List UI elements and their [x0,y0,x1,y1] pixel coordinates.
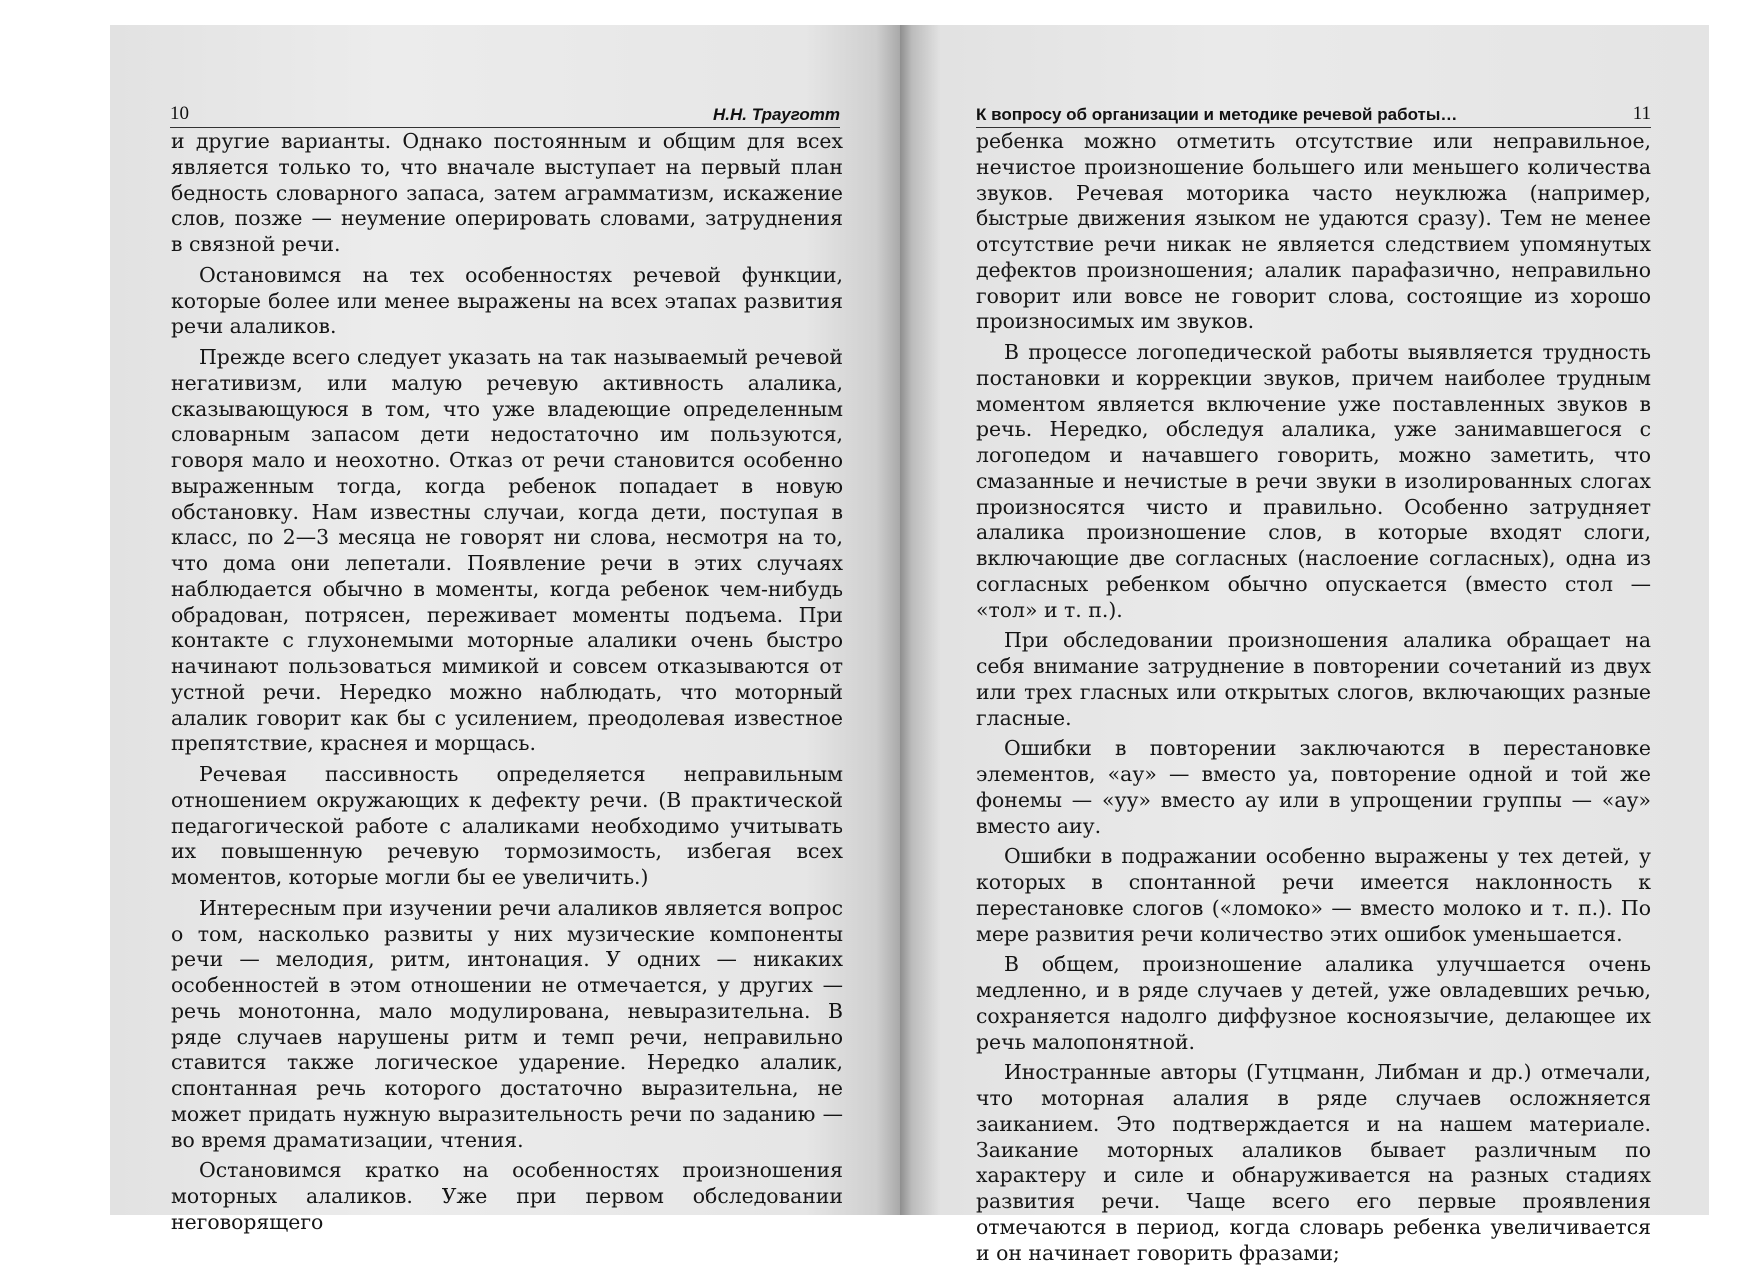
right-running-head [976,99,1651,128]
right-paragraph-6: В общем, произношение алалика улучшается очень медленно, и в ряде случаев у детей, уже овладевших речью, сохраняется надолго диффузное косноязычие, делающее их речь малопонятной. [976,952,1651,1054]
left-paragraph-1: и другие варианты. Однако постоянным и общим для всех является только то, что вначале выступает на первый план бедность словарного запаса, затем аграмматизм, искажение слов, позже — неумение оперировать словами, затруднения в связной речи. [171,129,843,256]
right-paragraph-7: Иностранные авторы (Гутцманн, Либман и др.) отмечали, что моторная алалия в ряде случаев осложняется заиканием. Это подтверждается и на нашем материале. Заикание моторных алаликов бывает различным по характеру и силе и обнаруживается на разных стадиях развития речи. Чаще всего его первые проявления отмечаются в период, когда словарь ребенка увеличивается и он начинает говорить фразами; [976,1060,1651,1265]
left-paragraph-5: Интересным при изучении речи алаликов является вопрос о том, насколько развиты у них музические компоненты речи — мелодия, ритм, интонация. У одних — никаких особенностей в этом отношении не отмечается, у других — речь монотонна, мало модулирована, невыразительна. В ряде случаев нарушены ритм и темп речи, неправильно ставится также логическое ударение. Нередко алалик, спонтанная речь которого достаточно выразительна, не может придать нужную выразительность речи по заданию — во время драматизации, чтения. [171,895,843,1152]
left-paragraph-3: Прежде всего следует указать на так называемый речевой негативизм, или малую речевую активность алалика, сказывающуюся в том, что уже владеющие определенным словарным запасом дети недостаточно им пользуются, говоря мало и неохотно. Отказ от речи становится особенно выраженным тогда, когда ребенок попадает в новую обстановку. Нам известны случаи, когда дети, поступая в класс, по 2—3 месяца не говорят ни слова, несмотря на то, что дома они лепетали. Появление речи в этих случаях наблюдается обычно в моменты, когда ребенок чем-нибудь обрадован, потрясен, переживает моменты подъема. При контакте с глухонемыми моторные алалики очень быстро начинают пользоваться мимикой и совсем отказываются от устной речи. Нередко можно наблюдать, что моторный алалик говорит как бы с усилением, преодолевая известное препятствие, краснея и морщась. [171,345,843,756]
right-paragraph-2: В процессе логопедической работы выявляется трудность постановки и коррекции звуков, причем наиболее трудным моментом является включение уже поставленных звуков в речь. Нередко, обследуя алалика, уже занимавшегося с логопедом и начавшего говорить, можно заметить, что смазанные и нечистые в речи звуки в изолированных слогах произносятся чисто и правильно. Особенно затрудняет алалика произношение слов, в которые входят слоги, включающие две согласных (наслоение согласных), одна из согласных ребенком обычно опускается (вместо стол — «тол» и т. п.). [976,340,1651,622]
left-paragraph-2: Остановимся на тех особенностях речевой функции, которые более или менее выражены на всех этапах развития речи алаликов. [171,262,843,339]
left-page-number: 10 [170,103,189,124]
right-page [900,25,1709,1265]
right-paragraph-3: При обследовании произношения алалика обращает на себя внимание затруднение в повторении сочетаний из двух или трех гласных или открытых слогов, включающих разные гласные. [976,628,1651,730]
left-running-head [170,99,840,128]
right-body-text [976,129,1651,1266]
left-page [110,25,900,1234]
book-spread [110,25,1709,1265]
right-paragraph-5: Ошибки в подражании особенно выражены у тех детей, у которых в спонтанной речи имеется наклонность к перестановке слогов («ломоко» — вместо молоко и т. п.). По мере развития речи количество этих ошибок уменьшается. [976,844,1651,946]
author-name: Н.Н. Трауготт [712,105,840,124]
right-paragraph-1: ребенка можно отметить отсутствие или неправильное, нечистое произношение большего или меньшего количества звуков. Речевая моторика часто неуклюжа (например, быстрые движения языком не удаются сразу). Тем не менее отсутствие речи никак не является следствием упомянутых дефектов произношения; алалик парафазично, неправильно говорит или вовсе не говорит слова, состоящие из хорошо произносимых им звуков. [976,129,1651,334]
section-title: К вопросу об организации и методике речевой работы… [976,105,1458,124]
right-page-number: 11 [1632,103,1651,124]
left-paragraph-4: Речевая пассивность определяется неправильным отношением окружающих к дефекту речи. (В практической педагогической работе с алаликами необходимо учитывать их повышенную речевую тормозимость, избегая всех моментов, которые могли бы ее увеличить.) [171,762,843,889]
right-paragraph-4: Ошибки в повторении заключаются в перестановке элементов, «ау» — вместо уа, повторение одной и той же фонемы — «уу» вместо ау или в упрощении группы — «ау» вместо аиу. [976,736,1651,838]
left-paragraph-6: Остановимся кратко на особенностях произношения моторных алаликов. Уже при первом обследовании неговорящего [171,1158,843,1234]
left-body-text [171,129,843,1236]
